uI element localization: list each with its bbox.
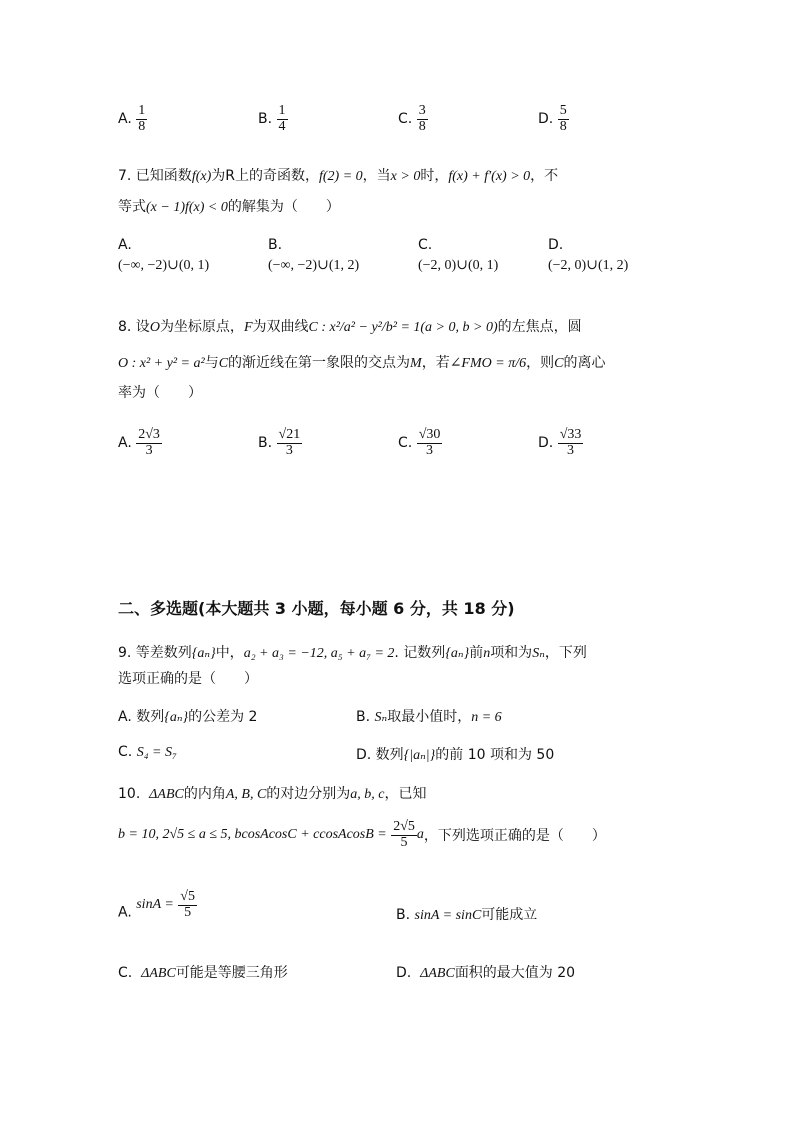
math: (x − 1)f(x) < 0 xyxy=(146,200,228,215)
q8-option-c[interactable] xyxy=(398,428,442,458)
numerator: 1 xyxy=(278,103,286,118)
option-label: B. xyxy=(396,907,411,923)
fraction xyxy=(558,428,584,458)
text: 的对边分别为 xyxy=(266,786,351,802)
condition-equation: b = 10, 2√5 ≤ a ≤ 5, bcosAcosC + ccosAcosB = xyxy=(118,827,387,843)
text: A. 数列 xyxy=(118,709,165,725)
option-label: B. xyxy=(258,111,273,128)
text: ，已知 xyxy=(384,786,427,802)
q7-option-c[interactable] xyxy=(418,237,498,274)
text: 的内角 xyxy=(183,786,226,802)
text: ，下列 xyxy=(544,645,587,661)
option-label: D. xyxy=(538,111,554,128)
q6-option-d[interactable] xyxy=(538,104,569,134)
math: {aₙ} xyxy=(191,646,216,661)
hyperbola-equation: C : x²/a² − y²/b² = 1(a > 0, b > 0) xyxy=(308,320,498,335)
denominator: 3 xyxy=(426,442,434,458)
q10-option-c[interactable] xyxy=(118,962,288,982)
text: 7. 已知函数 xyxy=(118,168,192,184)
math: n xyxy=(483,646,491,661)
text: 的公差为 2 xyxy=(188,709,258,725)
numerator: √33 xyxy=(559,427,582,442)
text: 中， xyxy=(215,645,244,661)
fraction xyxy=(417,104,428,134)
text: 的前 10 项和为 50 xyxy=(435,747,555,763)
option-label: B. xyxy=(258,435,273,452)
text: C. xyxy=(118,744,133,760)
math: a₂ + a₃ = −12, a₅ + a₇ = 2 xyxy=(243,646,395,661)
q6-option-a[interactable] xyxy=(118,104,147,134)
fraction xyxy=(417,428,443,458)
math: Sₙ xyxy=(532,646,545,661)
text: 为R上的奇函数， xyxy=(211,168,319,184)
option-label: C. xyxy=(398,435,413,452)
math: Sₙ xyxy=(374,710,388,725)
text: 时， xyxy=(420,168,449,184)
text: 取最小值时， xyxy=(387,709,472,725)
circle-equation: O : x² + y² = a² xyxy=(118,356,205,371)
fraction xyxy=(391,820,417,850)
math: f(x) + f′(x) > 0 xyxy=(448,169,531,184)
denominator: 3 xyxy=(285,442,293,458)
math: x > 0 xyxy=(390,169,421,184)
option-label: B. xyxy=(268,237,283,253)
text: 的解集为（ ） xyxy=(227,199,340,215)
numerator: 3 xyxy=(418,103,426,118)
numerator: √21 xyxy=(278,427,301,442)
text: D. 数列 xyxy=(356,747,404,763)
q10-option-d[interactable] xyxy=(396,962,575,982)
text: 9. 等差数列 xyxy=(118,645,192,661)
q10-line-1 xyxy=(118,783,427,803)
math: C xyxy=(218,356,229,371)
math: C xyxy=(554,356,564,371)
text: 可能是等腰三角形 xyxy=(175,965,288,981)
math: sinA = xyxy=(136,897,174,913)
q7-line-1 xyxy=(118,165,558,185)
math: S₄ = S₇ xyxy=(136,745,177,760)
text: ，若 xyxy=(421,355,450,371)
text: 为坐标原点， xyxy=(159,319,244,335)
option-text: (−2, 0)∪(1, 2) xyxy=(548,258,629,273)
math: {aₙ} xyxy=(445,646,470,661)
numerator: √5 xyxy=(180,889,195,904)
q8-line-3: 率为（ ） xyxy=(118,385,202,401)
math: sinA = sinC xyxy=(414,908,482,923)
denominator: 8 xyxy=(418,118,426,134)
numerator: 1 xyxy=(138,103,146,118)
denominator: 5 xyxy=(184,904,192,920)
math: a xyxy=(416,827,424,843)
q7-option-d[interactable] xyxy=(548,237,628,274)
math: ΔABC xyxy=(420,966,455,981)
text: 10. xyxy=(118,786,141,802)
denominator: 4 xyxy=(278,118,286,134)
q8-option-d[interactable] xyxy=(538,428,583,458)
denominator: 5 xyxy=(400,834,408,850)
section-heading: 二、多选题(本大题共 3 小题，每小题 6 分，共 18 分) xyxy=(118,599,515,618)
fraction xyxy=(136,104,147,134)
q9-option-b[interactable] xyxy=(356,706,502,726)
math: M xyxy=(410,356,422,371)
q8-option-a[interactable] xyxy=(118,428,162,458)
q10-option-a[interactable] xyxy=(118,890,197,920)
numerator: 5 xyxy=(559,103,567,118)
q10-line-2 xyxy=(118,820,606,850)
denominator: 8 xyxy=(559,118,567,134)
option-label: D. xyxy=(548,237,564,253)
q8-line-2 xyxy=(118,352,605,372)
option-label: A. xyxy=(118,111,132,128)
option-label: A. xyxy=(118,435,132,452)
option-label: D. xyxy=(538,435,554,452)
angle-equation: ∠FMO = π/6 xyxy=(449,356,527,371)
text: B. xyxy=(356,709,371,725)
text: . 记数列 xyxy=(394,645,446,661)
math: n = 6 xyxy=(471,710,502,725)
math: a, b, c xyxy=(350,787,385,802)
text: 为双曲线 xyxy=(252,319,309,335)
math: O xyxy=(149,320,160,335)
option-label: A. xyxy=(118,237,132,253)
text: 项和为 xyxy=(490,645,533,661)
option-label: C. xyxy=(118,965,133,981)
q8-option-b[interactable] xyxy=(258,428,302,458)
fraction xyxy=(178,890,197,920)
option-text: (−∞, −2)∪(1, 2) xyxy=(268,258,360,273)
option-label: A. xyxy=(118,904,132,921)
fraction xyxy=(558,104,569,134)
q9-option-a[interactable] xyxy=(118,706,257,726)
math: ΔABC xyxy=(141,966,176,981)
q7-option-a[interactable] xyxy=(118,237,209,274)
text: 的离心 xyxy=(563,355,606,371)
fraction xyxy=(136,428,162,458)
q7-line-2 xyxy=(118,196,340,216)
text: 等式 xyxy=(118,199,146,215)
option-label: C. xyxy=(418,237,433,253)
text: ，下列选项正确的是（ ） xyxy=(423,828,606,845)
numerator: √30 xyxy=(418,427,441,442)
text: 的渐近线在第一象限的交点为 xyxy=(228,355,411,371)
q9-line-2: 选项正确的是（ ） xyxy=(118,671,258,687)
text: 前 xyxy=(469,645,484,661)
q7-option-b[interactable] xyxy=(268,237,359,274)
denominator: 3 xyxy=(567,442,575,458)
math: f(x) xyxy=(191,169,212,184)
text: ，不 xyxy=(530,168,559,184)
text: 的左焦点，圆 xyxy=(497,319,582,335)
text: ，当 xyxy=(362,168,391,184)
math: A, B, C xyxy=(225,787,267,802)
option-text: (−∞, −2)∪(0, 1) xyxy=(118,258,210,273)
math: f(2) = 0 xyxy=(318,169,363,184)
q9-option-d[interactable] xyxy=(356,744,554,764)
math: {aₙ} xyxy=(164,710,189,725)
q6-option-b[interactable] xyxy=(258,104,288,134)
numerator: 2√5 xyxy=(393,819,415,834)
q10-option-b[interactable] xyxy=(396,904,537,924)
numerator: 2√3 xyxy=(138,427,160,442)
math: F xyxy=(243,320,253,335)
text: 与 xyxy=(204,355,219,371)
denominator: 8 xyxy=(138,118,146,134)
q8-line-1 xyxy=(118,316,582,336)
q9-option-c[interactable] xyxy=(118,744,177,761)
text: 可能成立 xyxy=(481,907,538,923)
option-text: (−2, 0)∪(0, 1) xyxy=(418,258,499,273)
text: 面积的最大值为 20 xyxy=(454,965,576,981)
q9-line-1 xyxy=(118,642,587,662)
math: ΔABC xyxy=(149,787,184,802)
denominator: 3 xyxy=(145,442,153,458)
q6-option-c[interactable] xyxy=(398,104,428,134)
option-label: C. xyxy=(398,111,413,128)
option-label: D. xyxy=(396,965,412,981)
fraction xyxy=(277,104,288,134)
text: 8. 设 xyxy=(118,319,150,335)
fraction xyxy=(277,428,303,458)
text: ，则 xyxy=(526,355,555,371)
math: {|aₙ|} xyxy=(403,748,436,763)
